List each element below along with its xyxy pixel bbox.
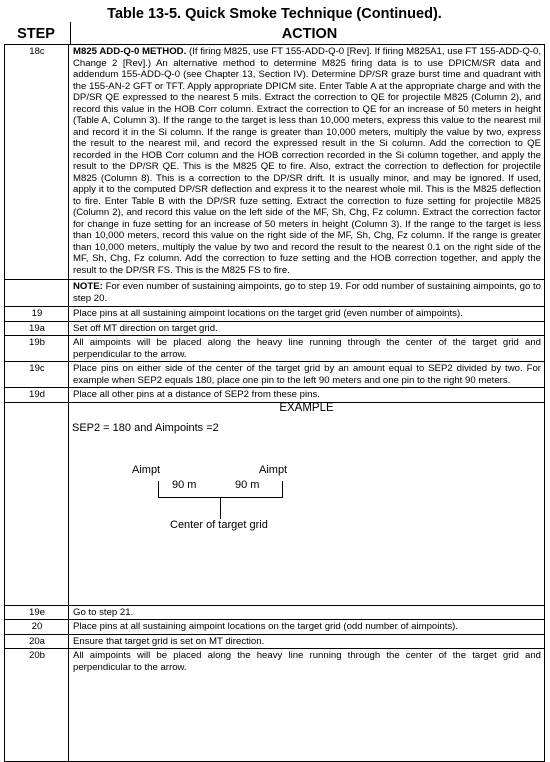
action-cell (69, 388, 545, 403)
note-text: For even number of sustaining aimpoints, go to step 19. For odd number of sustaining aimpoints, go to step 20. (73, 281, 541, 304)
table-row (5, 362, 545, 388)
action-cell: Place pins on either side of the center of the target grid by an amount equal to SEP2 divided by two. For example when SEP2 equals 180, place one pin to the left 90 meters and one pin to the right 90 meters. (69, 362, 545, 388)
table-row (5, 307, 545, 322)
table-row (5, 620, 545, 635)
action-cell (69, 45, 545, 280)
distance-right-label: 90 m (235, 478, 260, 491)
step-cell: 20a (5, 634, 69, 649)
step-cell: 19 (5, 307, 69, 322)
step-cell: 19d (5, 388, 69, 403)
step-cell (5, 402, 69, 605)
table-row (5, 402, 545, 605)
step-cell: 18c (5, 45, 69, 280)
step-cell: 19b (5, 336, 69, 362)
table-row (5, 280, 545, 307)
action-cell: All aimpoints will be placed along the heavy line running through the center of the target grid and perpendicular to the arrow. (69, 336, 545, 362)
table-row (5, 321, 545, 336)
example-title: EXAMPLE (279, 401, 334, 414)
table-row (5, 649, 545, 762)
action-cell: Ensure that target grid is set on MT direction. (69, 634, 545, 649)
distance-left-label: 90 m (172, 478, 197, 491)
step-cell: 19c (5, 362, 69, 388)
example-cell (69, 402, 545, 605)
method-text: (If firing M825, use FT 155-ADD-Q-0 [Rev]. If firing M825A1, use FT 155-ADD-Q-0, Change 2 [Rev].) An alternative method to determine M825 firing data is to use DPICM/SR data and addendum 155-ADD-Q-0 (see Chapter 13, Section IV). Determine DP/SR graze burst time and quadrant with the 155-AN-2 GFT or TFT. Apply appropriate DPICM site. Enter Table A at the appropriate charge and with the DP/SR QE expressed to the nearest 5 mils. Extract the correction to QE for projectile M825 (Column 2), and record this value in the HOB Corr column. Extract the correction to QE for an increase of 50 meters in height (Table A, Column 3). If the range to the target is less than 10,000 meters, express this value to the nearest mil and record it in the Si column. If the range is greater than 10,000 meters, multiply the value by two, express the result to the nearest mil, and record the expressed result in the Si column. Add the correction to QE recorded in the HOB Corr column and the HOB correction recorded in the Si column together, and apply the result to the DP/SR QE. This is the M825 QE to fire. Also, extract the correction to deflection for projectile M825 (Column 8). This is a correction to the DP/SR drift. It is usually minor, and may be ignored. If used, apply it to the computed DP/SR deflection and express it to the nearest whole mil. This is the M825 deflection to fire. Enter Table B with the DP/SR fuze setting. Extract the correction to fuze setting for projectile M825 (Column 2), and record this value on the left side of the MF, Sh, Chg, Fz column. Extract the correction factor for change in fuze setting for an increase of 50 meters in height (Column 3). If the range to the target is less than 10,000 meters, record this value on the right side of the MF, Sh, Chg, Fz column. If the range is greater than 10,000 meters, multiply the value by two and record the result to the nearest 0.1 on the right side of the MF, Sh, Chg, Fz column. Add the correction to fuze setting and the HOB correction together, and apply the result to the DP/SR FS. This is the M825 FS to fire. (73, 46, 541, 276)
step-19d-text: Place all other pins at a distance of SEP2 from these pins. (73, 389, 320, 400)
table-row (5, 388, 545, 403)
action-cell: Set off MT direction on target grid. (69, 321, 545, 336)
step-cell (5, 280, 69, 307)
table-row (5, 634, 545, 649)
aimpoint-right-label: Aimpt (259, 463, 288, 476)
example-diagram (72, 403, 541, 605)
action-cell: Go to step 21. (69, 605, 545, 620)
smoke-technique-table (4, 44, 545, 762)
method-heading: M825 ADD-Q-0 METHOD. (73, 46, 187, 57)
note-cell (69, 280, 545, 307)
note-label: NOTE: (73, 281, 103, 292)
step-cell: 20 (5, 620, 69, 635)
center-of-grid-label: Center of target grid (170, 518, 268, 531)
center-pin-line (220, 497, 221, 519)
table-row (5, 336, 545, 362)
step-column-header: STEP (17, 26, 55, 42)
example-sep-line: SEP2 = 180 and Aimpoints =2 (72, 421, 219, 434)
step-cell: 20b (5, 649, 69, 762)
step-cell: 19a (5, 321, 69, 336)
step-cell: 19e (5, 605, 69, 620)
table-row (5, 45, 545, 280)
header-divider (70, 22, 71, 44)
action-cell: Place pins at all sustaining aimpoint locations on the target grid (even number of aimpoints). (69, 307, 545, 322)
table-row (5, 605, 545, 620)
left-pin-line (158, 481, 159, 497)
action-cell: All aimpoints will be placed along the heavy line running through the center of the target grid and perpendicular to the arrow. (69, 649, 545, 762)
right-pin-line (282, 481, 283, 497)
aimpoint-left-label: Aimpt (132, 463, 161, 476)
action-column-header: ACTION (281, 26, 338, 42)
table-title: Table 13-5. Quick Smoke Technique (Continued). (107, 6, 442, 22)
action-cell: Place pins at all sustaining aimpoint locations on the target grid (odd number of aimpoints). (69, 620, 545, 635)
